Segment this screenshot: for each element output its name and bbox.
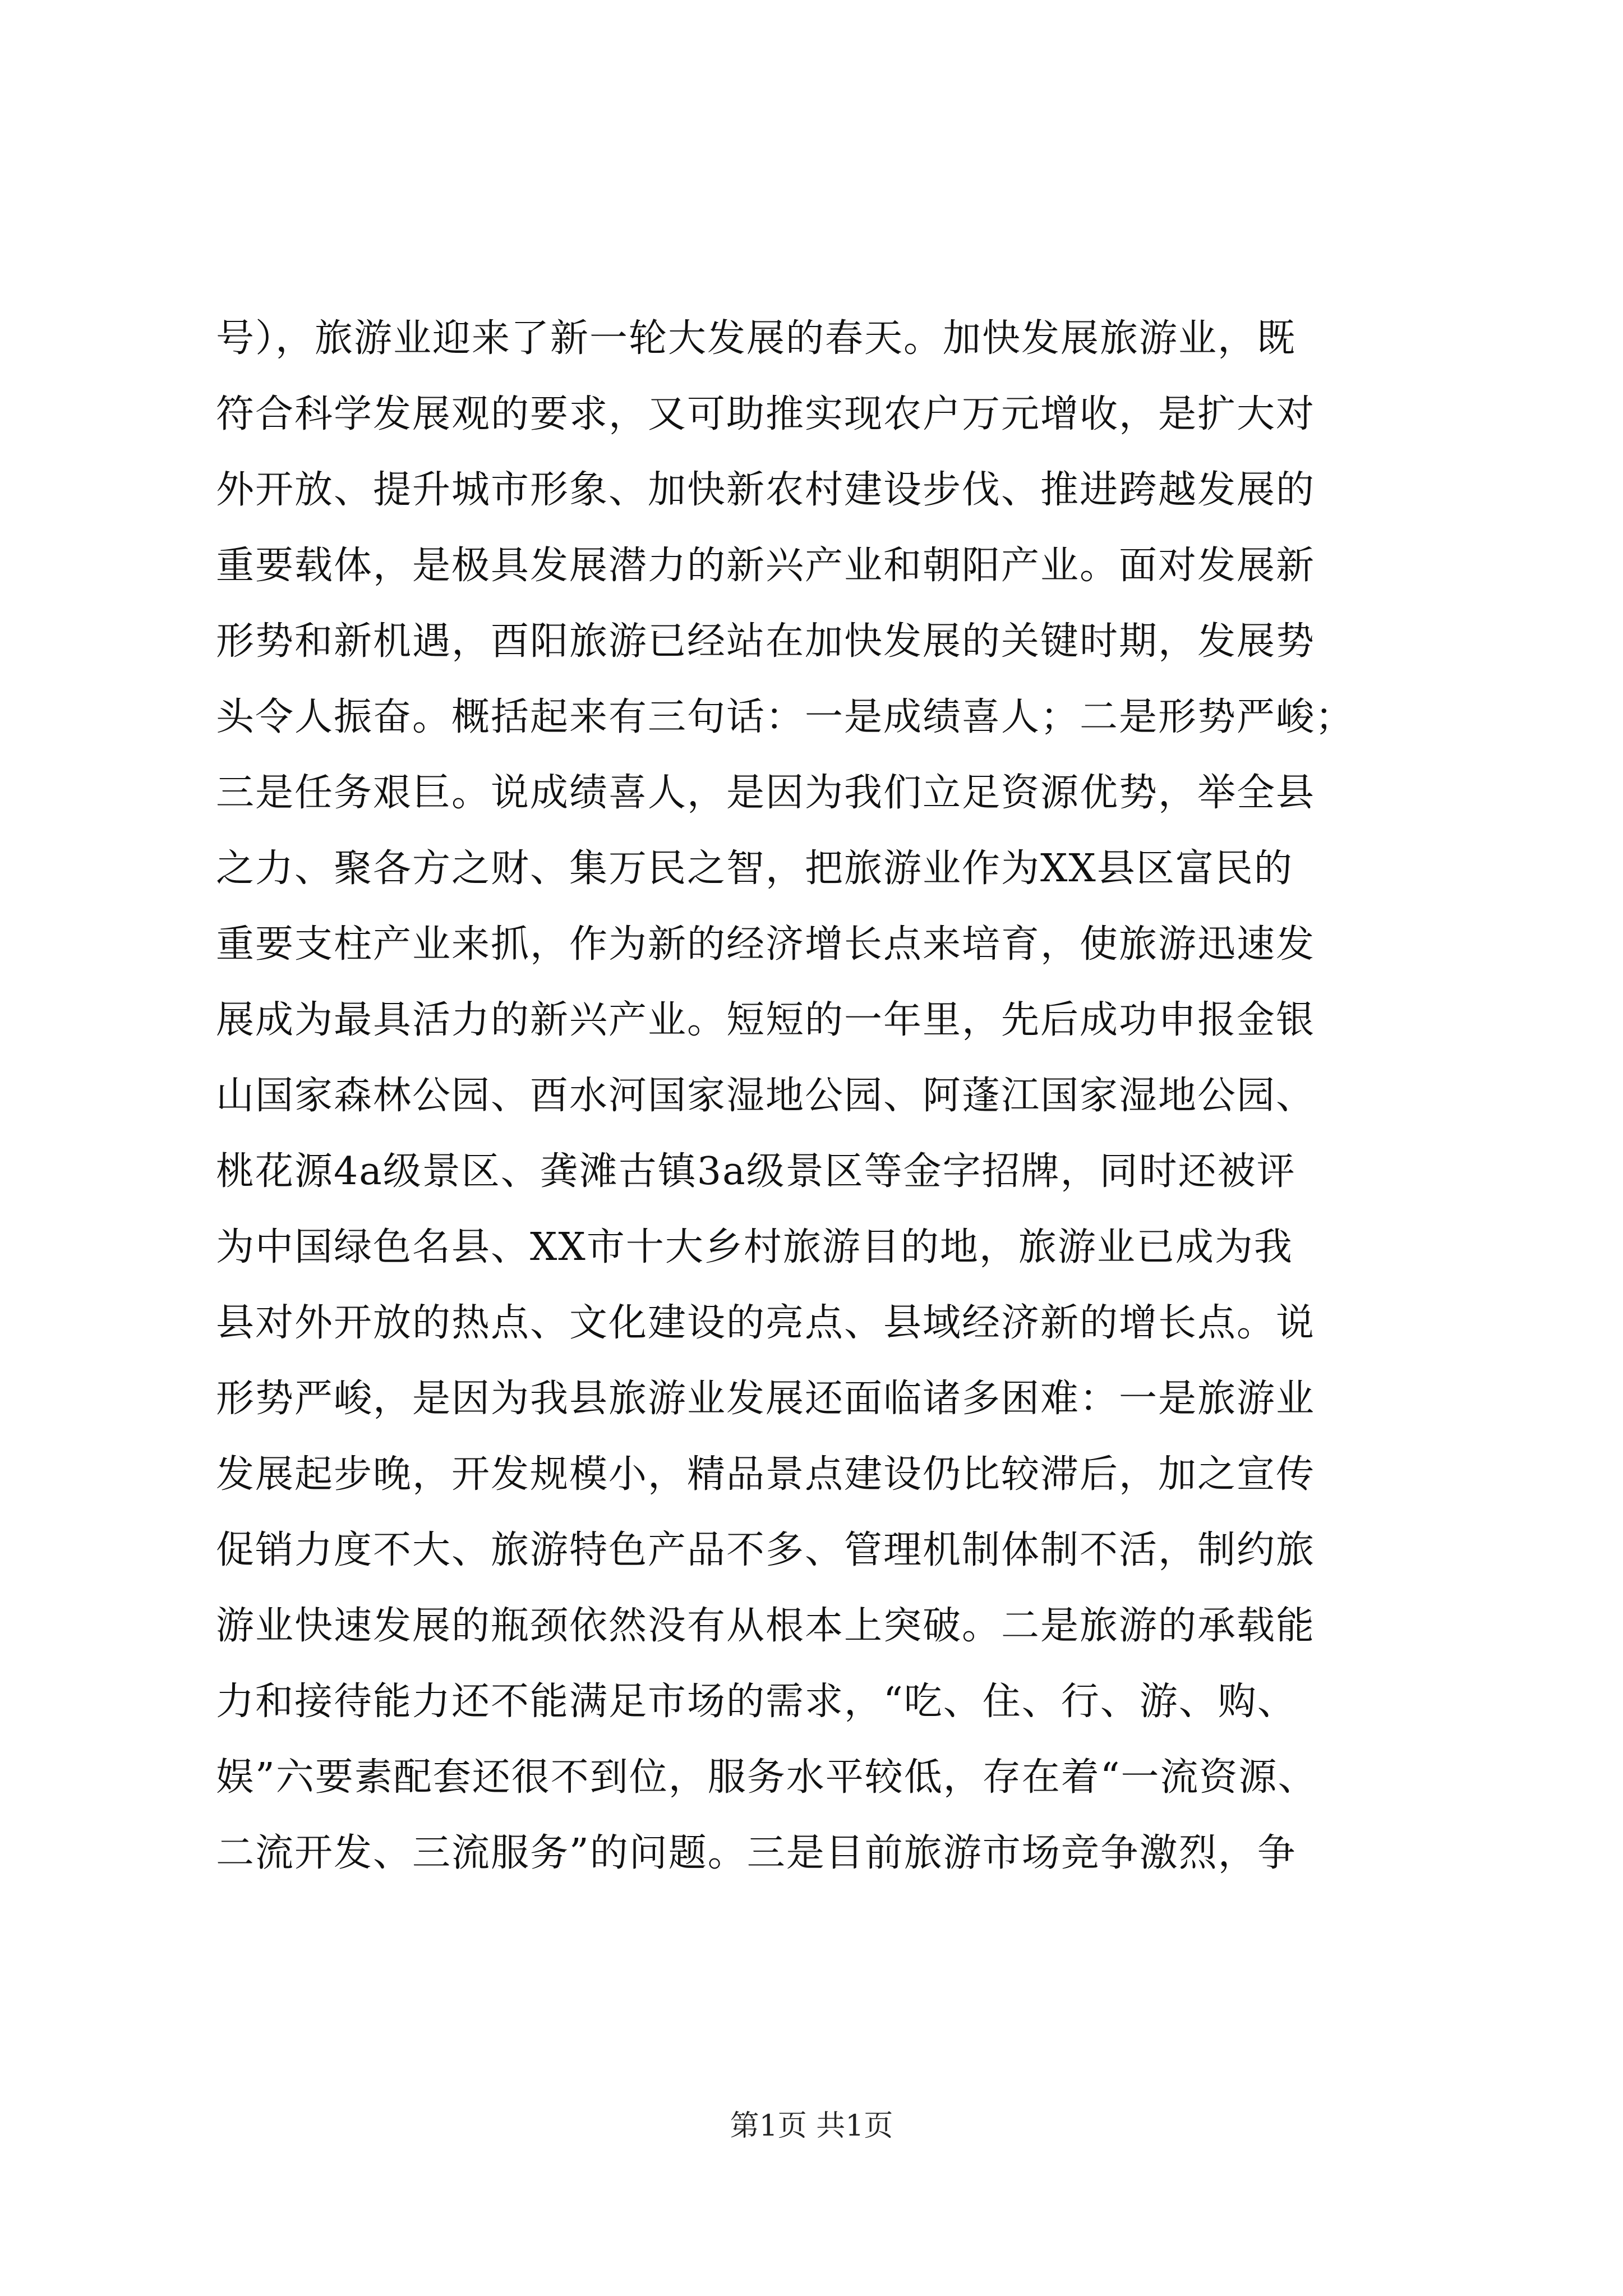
text-line: 促销力度不大、旅游特色产品不多、管理机制体制不活，制约旅 [216, 1528, 1316, 1572]
text-line: 力和接待能力还不能满足市场的需求，“吃、住、行、游、购、 [216, 1680, 1297, 1724]
text-line: 形势严峻，是因为我县旅游业发展还面临诸多困难：一是旅游业 [216, 1377, 1316, 1421]
text-line: 三是任务艰巨。说成绩喜人，是因为我们立足资源优势，举全县 [216, 771, 1316, 815]
text-line: 之力、聚各方之财、集万民之智，把旅游业作为XX县区富民的 [216, 846, 1293, 891]
text-line: 形势和新机遇，酉阳旅游已经站在加快发展的关键时期，发展势 [216, 619, 1316, 664]
text-line: 县对外开放的热点、文化建设的亮点、县域经济新的增长点。说 [216, 1301, 1316, 1345]
body-paragraph [216, 301, 1422, 1891]
text-line: 展成为最具活力的新兴产业。短短的一年里，先后成功申报金银 [216, 998, 1316, 1042]
text-line: 为中国绿色名县、XX市十大乡村旅游目的地，旅游业已成为我 [216, 1225, 1293, 1269]
text-line: 娱”六要素配套还很不到位，服务水平较低，存在着“一流资源、 [216, 1755, 1317, 1800]
text-line: 符合科学发展观的要求，又可助推实现农户万元增收，是扩大对 [216, 392, 1316, 436]
text-line: 游业快速发展的瓶颈依然没有从根本上突破。二是旅游的承载能 [216, 1604, 1316, 1648]
text-line: 桃花源4a级景区、龚滩古镇3a级景区等金字招牌，同时还被评 [216, 1149, 1296, 1194]
text-line: 重要支柱产业来抓，作为新的经济增长点来培育，使旅游迅速发 [216, 922, 1316, 967]
text-line: 发展起步晚，开发规模小，精品景点建设仍比较滞后，加之宣传 [216, 1452, 1316, 1497]
text-line: 号），旅游业迎来了新一轮大发展的春天。加快发展旅游业，既 [216, 316, 1297, 361]
text-line: 重要载体，是极具发展潜力的新兴产业和朝阳产业。面对发展新 [216, 544, 1316, 588]
text-line: 外开放、提升城市形象、加快新农村建设步伐、推进跨越发展的 [216, 468, 1316, 512]
text-line: 二流开发、三流服务”的问题。三是目前旅游市场竞争激烈，争 [216, 1831, 1297, 1875]
text-line: 头令人振奋。概括起来有三句话：一是成绩喜人；二是形势严峻； [216, 695, 1355, 739]
text-line: 山国家森林公园、酉水河国家湿地公园、阿蓬江国家湿地公园、 [216, 1074, 1316, 1118]
page-footer: 第1页 共1页 [730, 2109, 893, 2143]
